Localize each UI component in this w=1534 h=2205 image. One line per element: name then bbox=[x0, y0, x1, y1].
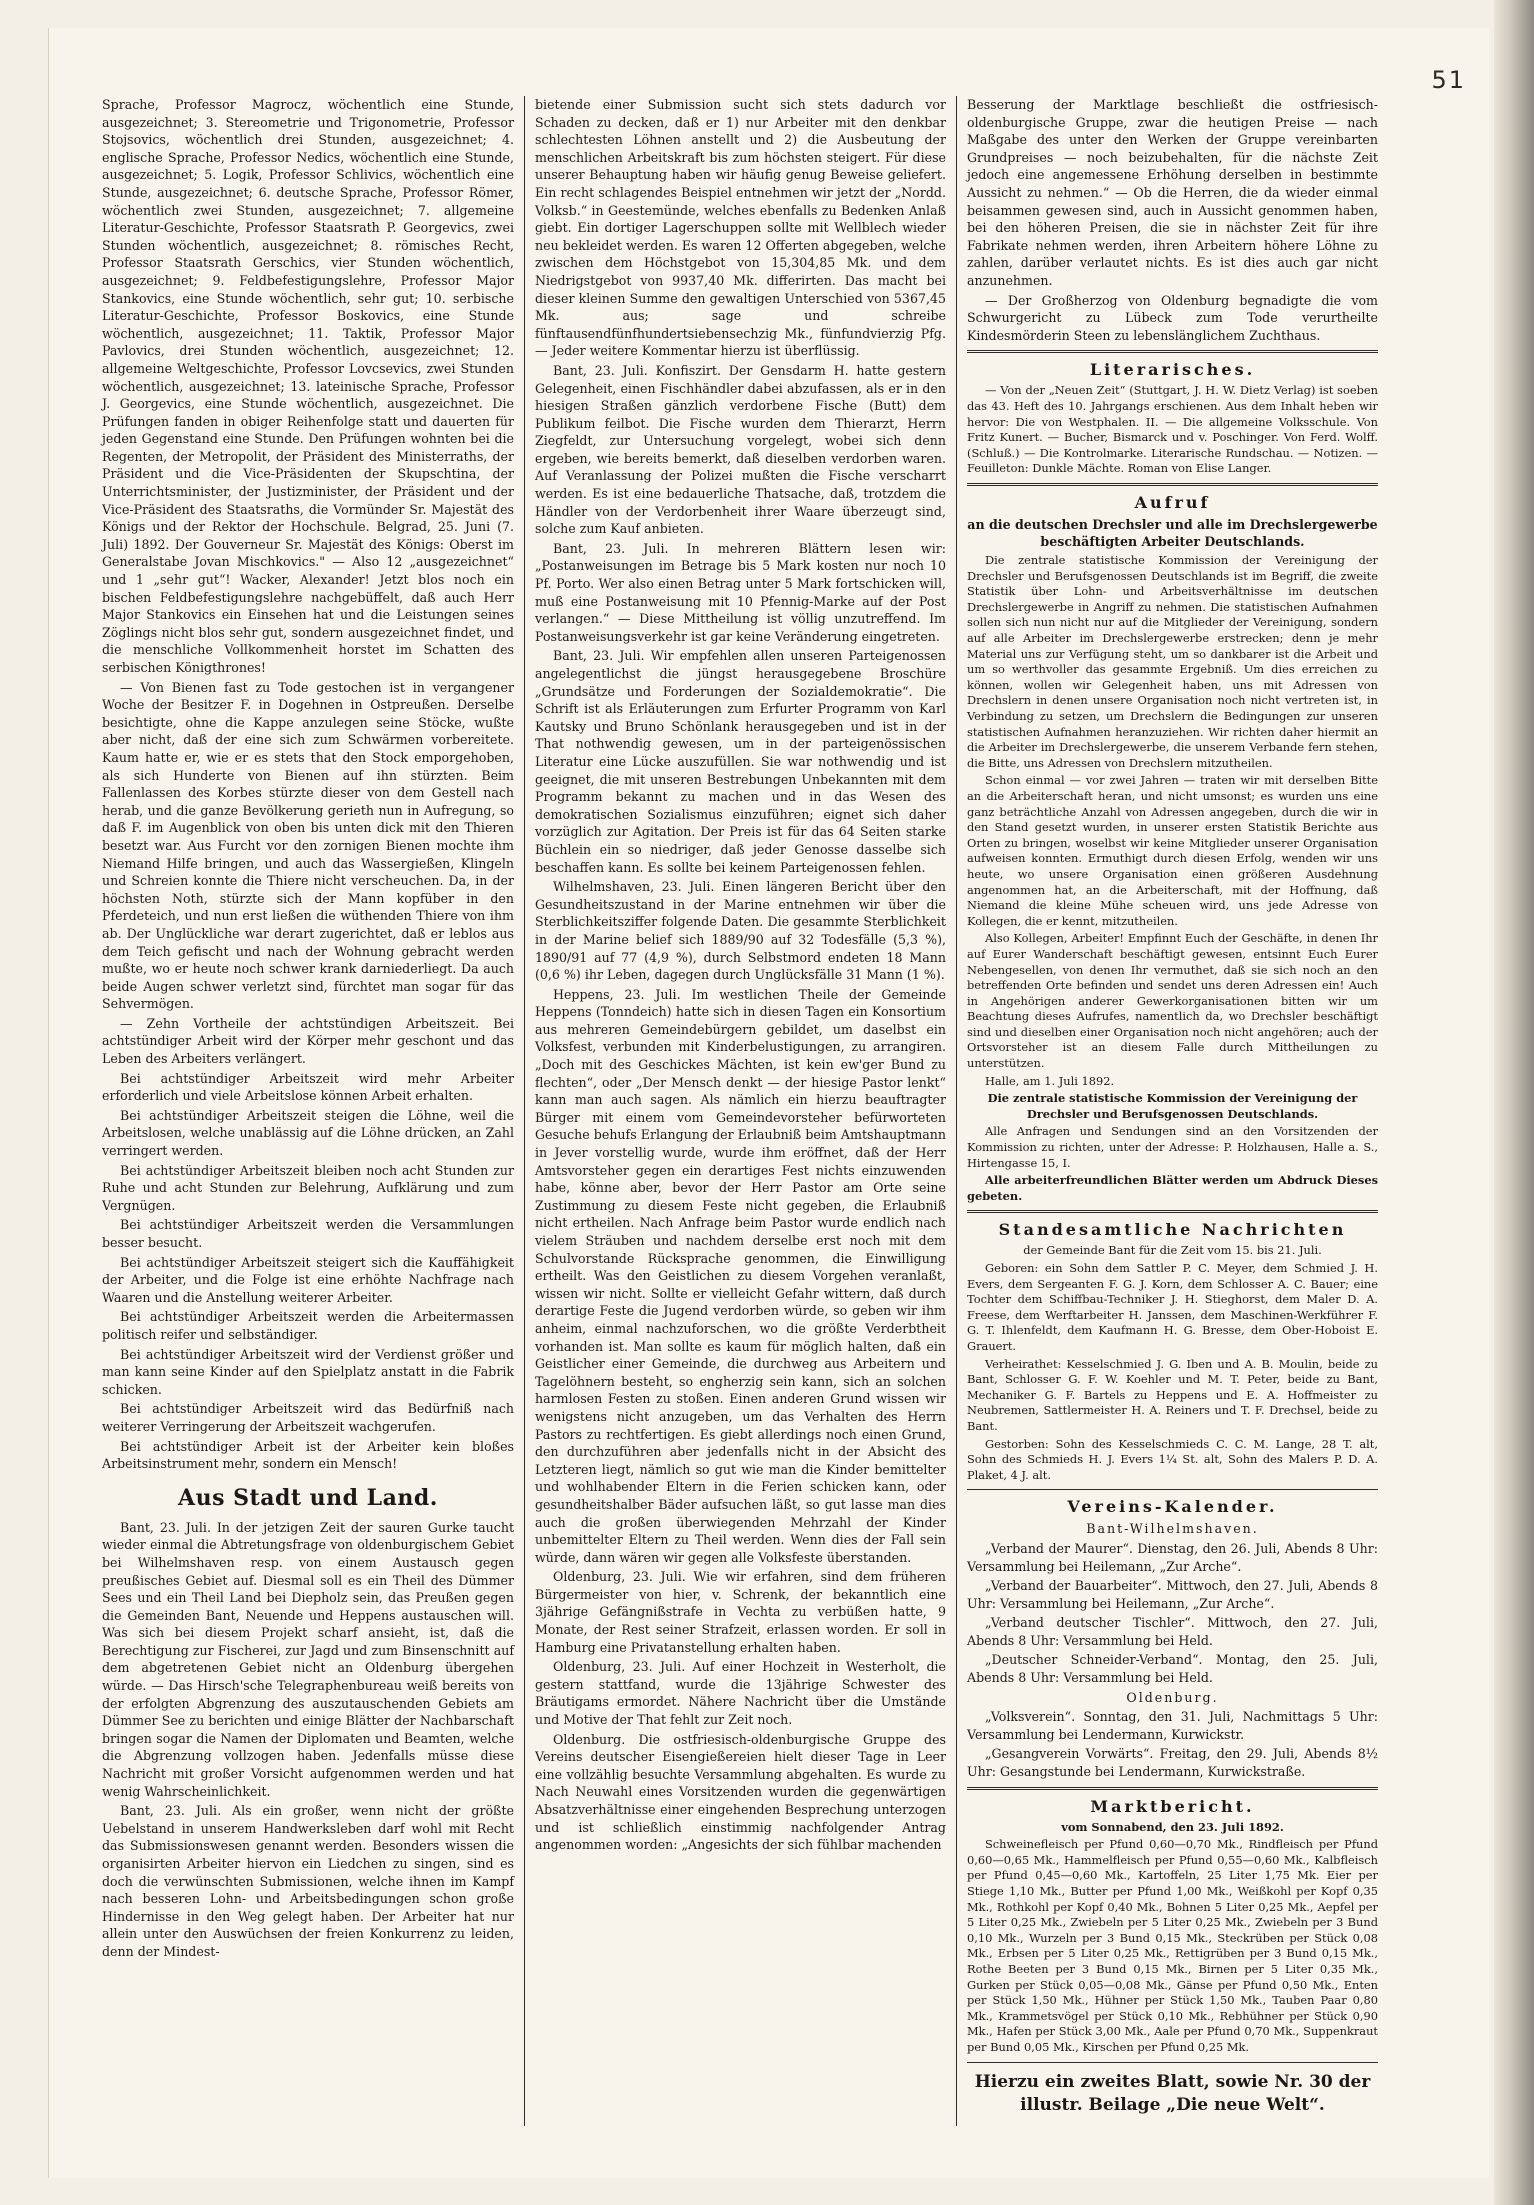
article-paragraph: Bei achtstündiger Arbeitszeit steigen die Löhne, weil die Arbeitslosen, welche unablässig auf die Löhne drücken, an Zahl verringert werden. bbox=[102, 1107, 514, 1159]
registry-paragraph: Gestorben: Sohn des Kesselschmieds C. C. M. Lange, 28 T. alt, Sohn des Schmieds H. J. Evers 1¼ St. alt, Sohn des Malers P. D. A. Plaket, 4 J. alt. bbox=[967, 1436, 1378, 1482]
article-paragraph: Oldenburg, 23. Juli. Auf einer Hochzeit in Westerholt, die gestern stattfand, wurde die 13jährige Schwester des Bräutigams ermordet. Nähere Nachricht über die Umstände und Motive der That fehlt zur Zeit noch. bbox=[535, 1659, 946, 1728]
registry-subtitle: der Gemeinde Bant für die Zeit vom 15. bis 21. Juli. bbox=[1023, 1243, 1322, 1258]
market-text: Schweinefleisch per Pfund 0,60—0,70 Mk., Rindfleisch per Pfund 0,60—0,65 Mk., Hammelfleisch per Pfund 0,55—0,60 Mk., Kalbfleisch per Pfund 0,45—0,60 Mk., Kartoffeln, 25 Liter 1,75 Mk. Eier per Stiege 1,10 Mk., Butter per Pfund 1,00 Mk., Weißkohl per Kopf 0,35 Mk., Rothkohl per Kopf 0,40 Mk., Bohnen 5 Liter 0,25 Mk., Aepfel per 5 Liter 0,25 Mk., Zwiebeln per 5 Liter 0,25 Mk., Zwiebeln per 3 Bund 0,10 Mk., Wurzeln per 3 Bund 0,15 Mk., Steckrüben per Stück 0,08 Mk., Erbsen per 5 Liter 0,25 Mk., Rettigrüben per 3 Bund 0,15 Mk., Rothe Beeten per 3 Bund 0,15 Mk., Birnen per 5 Liter 0,35 Mk., Gurken per Stück 0,05—0,08 Mk., Gänse per Pfund 0,50 Mk., Enten per Stück 1,50 Mk., Hühner per Stück 1,50 Mk., Tauben Paar 0,80 Mk., Krammetsvögel per Stück 0,10 Mk., Rebhühner per Stück 0,90 Mk., Hafen per Stück 3,00 Mk., Aale per Pfund 0,70 Mk., Suppenkraut per Bund 0,05 Mk., Kirschen per Pfund 0,25 Mk. bbox=[967, 1837, 1378, 2054]
text-columns bbox=[92, 96, 1422, 2126]
article-paragraph: — Der Großherzog von Oldenburg begnadigte die vom Schwurgericht zu Lübeck zum Tode verurtheilte Kindesmörderin Steen zu lebenslänglichem Zuchthaus. bbox=[967, 292, 1378, 343]
divider bbox=[967, 1787, 1378, 1790]
calendar-event: „Verband deutscher Tischler“. Mittwoch, den 27. Juli, Abends 8 Uhr: Versammlung bei Held. bbox=[967, 1615, 1378, 1648]
page-number: 51 bbox=[1431, 66, 1466, 94]
article-paragraph: Bei achtstündiger Arbeitszeit steigert sich die Kauffähigkeit der Arbeiter, und die Folge ist eine erhöhte Nachfrage nach Waaren und die Anstellung weiterer Arbeiter. bbox=[102, 1254, 514, 1305]
calendar-title: Vereins-Kalender. bbox=[1067, 1497, 1278, 1517]
article-paragraph: Bei achtstündiger Arbeitszeit wird mehr Arbeiter erforderlich und viele Arbeitslose können Arbeit erhalten. bbox=[102, 1070, 514, 1104]
registry-paragraph: Verheirathet: Kesselschmied J. G. Iben und A. B. Moulin, beide zu Bant, Schlosser G. F. W. Koehler und M. T. Peter, beide zu Bant, Mechaniker G. F. Bartels zu Heppens und E. A. Hoffmeister zu Neubremen, Sattlermeister H. A. Reiners und T. F. Drechsel, beide zu Bant. bbox=[967, 1356, 1378, 1433]
column-middle bbox=[524, 96, 956, 2126]
calendar-event: „Volksverein“. Sonntag, den 31. Juli, Nachmittags 5 Uhr: Versammlung bei Lendermann, Kurwickstr. bbox=[967, 1709, 1378, 1742]
literature-title: Literarisches. bbox=[1089, 360, 1256, 380]
divider bbox=[967, 350, 1378, 353]
calendar-event: „Gesangverein Vorwärts“. Freitag, den 29. Juli, Abends 8½ Uhr: Gesangstunde bei Lendermann, Kurwickstraße. bbox=[967, 1746, 1378, 1780]
column-left bbox=[92, 96, 524, 2126]
appeal-date: Halle, am 1. Juli 1892. bbox=[985, 1073, 1115, 1088]
appeal-signature: Die zentrale statistische Kommission der Vereinigung der Drechsler und Berufsgenossen Deutschlands. bbox=[987, 1091, 1358, 1121]
literature-text: — Von der „Neuen Zeit“ (Stuttgart, J. H. W. Dietz Verlag) ist soeben das 43. Heft des 10. Jahrgangs erschienen. Aus dem Inhalt heben wir hervor: Die von Westphalen. II. — Die allgemeine Volksschule. Von Fritz Kunert. — Bucher, Bismarck und v. Poschinger. Von Ferd. Wolff. (Schluß.) — Die Kontrolmarke. Literarische Rundschau. — Notizen. — Feuilleton: Dunkle Mächte. Roman von Elise Langer. bbox=[967, 383, 1378, 476]
appeal-paragraph: Also Kollegen, Arbeiter! Empfinnt Euch der Geschäfte, in denen Ihr auf Eurer Wanderschaft beschäftigt gewesen, entsinnt Euch Eurer Nebengesellen, von denen Ihr vermuthet, daß sie sich noch an den betreffenden Orte befinden und sendet uns deren Adressen ein! Auch in Angehörigen anderer Gewerkorganisationen bitten wir um Beachtung dieses Aufrufes, namentlich da, wo Drechsler beschäftigt sind und dieselben einer Organisation noch nicht angehören; auch der Ortsvorsteher ist an diesem Falle durch Mittheilungen zu unterstützen. bbox=[967, 931, 1378, 1071]
column-right bbox=[956, 96, 1388, 2126]
registry-title: Standesamtliche Nachrichten bbox=[998, 1220, 1347, 1240]
calendar-event: „Verband der Maurer“. Dienstag, den 26. Juli, Abends 8 Uhr: Versammlung bei Heilemann, „Zur Arche“. bbox=[967, 1540, 1378, 1574]
article-paragraph: — Von Bienen fast zu Tode gestochen ist in vergangener Woche der Besitzer F. in Dogehnen in Ostpreußen. Derselbe besichtigte, ohne die Kappe anzulegen seine Stöcke, wußte aber nicht, daß der eine sich zum Schwärmen vorbereitete. Kaum hatte er, wie er es stets that den Stock emporgehoben, als sich Hunderte von Bienen auf ihn stürzten. Beim Fallenlassen des Korbes stürzte dieser von dem Gestell nach herab, und die ganze Bevölkerung gerieth nun in Aufregung, so daß F. im Augenblick von oben bis unten dick mit den Thieren besetzt war. Aus Furcht vor den zornigen Bienen mochte ihm Niemand Hilfe bringen, und auch das Wassergießen, Klingeln und Schreien konnte die Thiere nicht verscheuchen. Da, in der höchsten Noth, stürzte sich der Mann kopfüber in den Pferdeteich, und nun erst ließen die wüthenden Thiere von ihm ab. Der Unglückliche war derart zugerichtet, daß er leblos aus dem Teich gefischt und nach der Wohnung gebracht werden mußte, wo er heute noch schwer krank darniederliegt. Da auch beide Augen schwer verletzt sind, fürchtet man sogar für das Sehvermögen. bbox=[102, 679, 514, 1012]
market-title: Marktbericht. bbox=[1090, 1796, 1255, 1816]
page-edge-shadow bbox=[1494, 0, 1534, 2205]
article-paragraph: Oldenburg, 23. Juli. Wie wir erfahren, sind dem früheren Bürgermeister von hier, v. Schrenk, der bekanntlich eine 3jährige Gefängnißstrafe in Vechta zu verbüßen hatte, 9 Monate, der Rest seiner Strafzeit, erlassen worden. Er soll in Hamburg eine Privatanstellung erhalten haben. bbox=[535, 1569, 946, 1655]
calendar-subtitle: Oldenburg. bbox=[1126, 1689, 1219, 1705]
article-paragraph: Bei achtstündiger Arbeit ist der Arbeiter kein bloßes Arbeitsinstrument mehr, sondern ein Mensch! bbox=[102, 1438, 514, 1472]
divider bbox=[967, 2062, 1378, 2063]
appeal-note: Alle arbeiterfreundlichen Blätter werden um Abdruck Dieses gebeten. bbox=[967, 1173, 1378, 1203]
article-paragraph: bietende einer Submission sucht sich stets dadurch vor Schaden zu decken, daß er 1) nur Arbeiter mit den denkbar schlechtesten Löhnen anstellt und 2) die Ausbeutung der menschlichen Arbeitskraft bis zum höchsten steigert. Für diese unserer Behauptung haben wir häufig genug Beweise geliefert. Ein recht schlagendes Beispiel entnehmen wir jetzt der „Nordd. Volksb.“ in Geestemünde, welches ebenfalls zu Bedenken Anlaß giebt. Ein dortiger Lagerschuppen sollte mit Wellblech wieder neu bekleidet werden. Es waren 12 Offerten abgegeben, welche zwischen dem Höchstgebot von 15,304,85 Mk. und dem Niedrigstgebot von 9937,40 Mk. differirten. Das macht bei dieser kleinen Summe den gewaltigen Unterschied von 5367,45 Mk. aus; sage und schreibe fünftausendfünfhundertsiebensechzig Mk., fünfundvierzig Pfg. — Jeder weitere Kommentar hierzu ist überflüssig. bbox=[535, 97, 946, 359]
article-paragraph: Bant, 23. Juli. In der jetzigen Zeit der sauren Gurke taucht wieder einmal die Abtretungsfrage von oldenburgischem Gebiet bei Wilhelmshaven resp. von einem Austausch gegen preußisches Gebiet auf. Diesmal soll es ein Theil des Dümmer Sees und ein Theil Land bei Diepholz sein, das Preußen gegen die Gemeinden Bant, Neuende und Heppens austauschen will. Was sich bei diesem Projekt scharf ansieht, ist, daß die Berechtigung zur Fischerei, zur Jagd und zum Binsenschnitt auf dem abgetretenen Gebiet nicht an Oldenburg übergehen würde. — Das Hirsch'sche Telegraphenbureau weiß bereits von der erfolgten Abgrenzung des auszutauschenden Gebiets am Dümmer See zu berichten und einige Blätter der Nachbarschaft bringen sogar die Namen der Diplomaten und Beamten, welche die Abgrenzung vollzogen haben. Jedenfalls müsse diese Nachricht mit großer Vorsicht aufgenommen werden und hat wenig Wahrscheinlichkeit. bbox=[102, 1519, 514, 1799]
appeal-subtitle: an die deutschen Drechsler und alle im Drechslergewerbe beschäftigten Arbeiter Deutschlands. bbox=[967, 516, 1378, 550]
appeal-address: Alle Anfragen und Sendungen sind an den Vorsitzenden der Kommission zu richten, unter der Adresse: P. Holzhausen, Halle a. S., Hirtengasse 15, I. bbox=[967, 1124, 1378, 1170]
article-paragraph: — Zehn Vortheile der achtstündigen Arbeitszeit. Bei achtstündiger Arbeit wird der Körper mehr geschont und das Leben des Arbeiters verlängert. bbox=[102, 1015, 514, 1067]
article-paragraph: Oldenburg. Die ostfriesisch-oldenburgische Gruppe des Vereins deutscher Eisengießereien hielt dieser Tage in Leer eine vollzählig besuchte Versammlung abgehalten. Es wurde zu Nach Neuwahl eines Vorsitzenden wurden die gegenwärtigen Absatzverhältnisse einer eingehenden Besprechung unterzogen und ist schließlich einstimmig nachfolgender Antrag angenommen worden: „Angesichts der sich fühlbar machenden bbox=[535, 1731, 946, 1853]
calendar-subtitle: Bant-Wilhelmshaven. bbox=[1086, 1521, 1259, 1537]
divider bbox=[967, 1489, 1378, 1490]
appeal-paragraph: Die zentrale statistische Kommission der Vereinigung der Drechsler und Berufsgenossen Deutschlands ist im Begriff, die zweite Statistik über Lohn- und Arbeitsverhältnisse im deutschen Drechslergewerbe in Angriff zu nehmen. Die statistischen Aufnahmen sollen sich nun nicht nur auf die Mitglieder der Vereinigung, sondern auf alle Arbeiter im Drechslergewerbe erstrecken; denn je mehr Material uns zur Verfügung steht, um so dankbarer ist die Arbeit und um so werthvoller das gesammte Ergebniß. Um dies erreichen zu können, wollen wir Gelegenheit haben, uns mit Adressen von Drechslern in denen unsere Organisation noch nicht vertreten ist, in Verbindung zu setzen, um Drechslern die Bedingungen zur unseren statistischen Aufnahmen heranzuziehen. Wir richten daher hiermit an die Arbeiter im Drechslergewerbe, die unserem Verbande fern stehen, die Bitte, uns Adressen von Drechslern mitzutheilen. bbox=[967, 553, 1378, 770]
article-paragraph: Bei achtstündiger Arbeitszeit werden die Arbeitermassen politisch reifer und selbständiger. bbox=[102, 1309, 514, 1342]
divider bbox=[967, 1210, 1378, 1213]
article-paragraph: Bei achtstündiger Arbeitszeit wird der Verdienst größer und man kann seine Kinder auf den Spielplatz anstatt in die Fabrik schicken. bbox=[102, 1346, 514, 1397]
article-paragraph: Bant, 23. Juli. Konfiszirt. Der Gensdarm H. hatte gestern Gelegenheit, einen Fischhändler dabei abzufassen, als er in den hiesigen Straßen gänzlich verdorbene Fische (Butt) dem Publikum feilbot. Die Fische wurden dem Thierarzt, Herrn Ziegfeldt, zur Untersuchung vorgelegt, wobei sich denn ergeben, wie bereits bemerkt, daß dieselben verdorben waren. Auf Veranlassung der Polizei mußten die Fische verscharrt werden. Es ist eine bedauerliche Thatsache, daß, trotzdem die Händler von der Verdorbenheit ihrer Waare überzeugt sind, solche zum Kauf anbieten. bbox=[535, 362, 946, 537]
market-subtitle: vom Sonnabend, den 23. Juli 1892. bbox=[1061, 1819, 1284, 1834]
article-paragraph: Besserung der Marktlage beschließt die ostfriesisch-oldenburgische Gruppe, zwar die heutigen Preise — nach Maßgabe des unter den Werken der Gruppe vereinbarten Grundpreises — noch beizubehalten, für die nächste Zeit jedoch eine angemessene Erhöhung derselben in bestimmte Aussicht zu nehmen.“ — Ob die Herren, die da wieder einmal beisammen gewesen sind, auch in Aussicht genommen haben, bei den höheren Preisen, die sie in nächster Zeit für ihre Fabrikate nehmen werden, ihren Arbeitern höhere Löhne zu zahlen, darüber verlautet nichts. Es ist dies auch gar nicht anzunehmen. bbox=[967, 97, 1378, 288]
appeal-title: Aufruf bbox=[1134, 492, 1211, 512]
article-paragraph: Bant, 23. Juli. In mehreren Blättern lesen wir: „Postanweisungen im Betrage bis 5 Mark kosten nur noch 10 Pf. Porto. Wer also einen Betrag unter 5 Mark fortschicken will, muß eine Postanweisung mit 10 Pfennig-Marke auf der Post verlangen.“ — Diese Mittheilung ist völlig unzutreffend. Im Postanweisungsverkehr ist gar keine Veränderung eingetreten. bbox=[535, 540, 946, 644]
article-paragraph: Bant, 23. Juli. Wir empfehlen allen unseren Parteigenossen angelegentlichst die jüngst herausgegebene Broschüre „Grundsätze und Forderungen der Sozialdemokratie“. Die Schrift ist als Erläuterungen zum Erfurter Programm von Karl Kautsky und Bruno Schönlank herausgegeben und ist in der That nothwendig gewesen, um in der parteigenössischen Literatur eine Lücke auszufüllen. Sie war nothwendig und ist geeignet, die mit unseren Bestrebungen Unbekannten mit dem Programm bekannt zu machen und in das Wesen des demokratischen Sozialismus einzuführen; eignet sich daher vorzüglich zur Agitation. Der Preis ist für das 64 Seiten starke Büchlein ein so niedriger, daß jeder Genosse dasselbe sich beschaffen kann. Es sollte bei keinem Parteigenossen fehlen. bbox=[535, 648, 946, 875]
section-title: Aus Stadt und Land. bbox=[178, 1484, 438, 1511]
article-paragraph: Bant, 23. Juli. Als ein großer, wenn nicht der größte Uebelstand in unserem Handwerksleben darf wohl mit Recht das Submissionswesen genannt werden. Besonders wissen die organisirten Arbeiter hiervon ein Liedchen zu singen, sind es doch die verwünschten Submissionen, welche ihnen im Kampf nach besseren Lohn- und Arbeitsbedingungen schon große Hindernisse in den Weg gelegt haben. Der Arbeiter hat nur allein unter den Auswüchsen der freien Konkurrenz zu leiden, denn der Mindest- bbox=[102, 1803, 514, 1959]
article-paragraph: Bei achtstündiger Arbeitszeit werden die Versammlungen besser besucht. bbox=[102, 1217, 514, 1250]
calendar-event: „Deutscher Schneider-Verband“. Montag, den 25. Juli, Abends 8 Uhr: Versammlung bei Held. bbox=[967, 1652, 1378, 1686]
calendar-event: „Verband der Bauarbeiter“. Mittwoch, den 27. Juli, Abends 8 Uhr: Versammlung bei Heilemann, „Zur Arche“. bbox=[967, 1578, 1378, 1611]
article-paragraph: Wilhelmshaven, 23. Juli. Einen längeren Bericht über den Gesundheitszustand in der Marine entnehmen wir über die Sterblichkeitsziffer folgende Daten. Die gesammte Sterblichkeit in der Marine belief sich 1889/90 auf 32 Todesfälle (5,3 %), 1890/91 auf 77 (4,9 %), durch Selbstmord endeten 18 Mann (0,6 %) ihr Leben, dagegen durch Unglücksfälle 31 Mann (1 %). bbox=[535, 879, 946, 983]
article-paragraph: Bei achtstündiger Arbeitszeit bleiben noch acht Stunden zur Ruhe und acht Stunden zur Belehrung, Aufklärung und zum Vergnügen. bbox=[102, 1162, 514, 1213]
article-paragraph: Bei achtstündiger Arbeitszeit wird das Bedürfniß nach weiterer Verringerung der Arbeitszeit wachgerufen. bbox=[102, 1401, 514, 1434]
divider bbox=[967, 483, 1378, 486]
appeal-paragraph: Schon einmal — vor zwei Jahren — traten wir mit derselben Bitte an die Arbeiterschaft heran, und nicht umsonst; es wurden uns eine ganz beträchtliche Anzahl von Adressen angegeben, durch die wir in den Stand gesetzt wurden, in unserer ersten Statistik Berichte aus Orten zu bringen, woselbst wir keine Mitglieder unserer Organisation aufweisen konnten. Ermuthigt durch diesen Erfolg, wenden wir uns heute, wo unsere Organisation einen größeren Ausdehnung angenommen hat, an die Arbeiterschaft, mit der Hoffnung, daß Niemand die kleine Mühe scheuen wird, uns jede Adresse von Kollegen, die er kennt, mitzutheilen. bbox=[967, 773, 1378, 928]
article-paragraph: Sprache, Professor Magrocz, wöchentlich eine Stunde, ausgezeichnet; 3. Stereometrie und Trigonometrie, Professor Stojsovics, wöchentlich drei Stunden, ausgezeichnet; 4. englische Sprache, Professor Nedics, wöchentlich eine Stunde, ausgezeichnet; 5. Logik, Professor Schlivics, wöchentlich eine Stunde, ausgezeichnet; 6. deutsche Sprache, Professor Römer, wöchentlich zwei Stunden, ausgezeichnet; 7. allgemeine Literatur-Geschichte, Professor Staatsrath P. Georgevics, zwei Stunden wöchentlich, ausgezeichnet; 8. römisches Recht, Professor Staatsrath Gerschics, vier Stunden wöchentlich, ausgezeichnet; 9. Feldbefestigungslehre, Professor Major Stankovics, eine Stunde wöchentlich, sehr gut; 10. serbische Literatur-Geschichte, Professor Boskovics, eine Stunde wöchentlich, ausgezeichnet; 11. Taktik, Professor Major Pavlovics, drei Stunden wöchentlich, ausgezeichnet; 12. allgemeine Weltgeschichte, Professor Lovcsevics, zwei Stunden wöchentlich, ausgezeichnet; 13. lateinische Sprache, Professor J. Georgevics, eine Stunde wöchentlich, ausgezeichnet. Die Prüfungen fanden in obiger Reihenfolge statt und dauerten für jeden Gegenstand eine Stunde. Den Prüfungen wohnten bei die Regenten, der Metropolit, der Präsident des Ministerraths, der Präsident und die Vice-Präsidenten der Skupschtina, der Unterrichtsminister, der Justizminister, der Präsident und der Vice-Präsident des Staatsraths, die Vormünder Sr. Majestät des Königs und der Rektor der Hochschule. Belgrad, 25. Juni (7. Juli) 1892. Der Gouverneur Sr. Majestät des Königs: Oberst im Generalstabe Jovan Mischkovics." — Also 12 „ausgezeichnet“ und 1 „sehr gut“! Wacker, Alexander! Jetzt blos noch ein bischen Feldbefestigungslehre nachgebüffelt, daß auch Herr Major Stankovics ein Einsehen hat und die Leistungen seines Zöglings nicht blos sehr gut, sondern ausgezeichnet findet, und die menschliche Vollkommenheit horstet im Schatten des serbischen Königthrones! bbox=[102, 97, 514, 675]
supplement-note: Hierzu ein zweites Blatt, sowie Nr. 30 der illustr. Beilage „Die neue Welt“. bbox=[974, 2071, 1371, 2115]
registry-paragraph: Geboren: ein Sohn dem Sattler P. C. Meyer, dem Schmied J. H. Evers, dem Sergeanten F. G. J. Korn, dem Schlosser A. C. Bauer; eine Tochter dem Schiffbau-Techniker J. H. Stieghorst, dem Maler D. A. Freese, dem Werftarbeiter H. Janssen, dem Maschinen-Werkführer F. G. T. Ihlenfeldt, dem Kaufmann H. G. Bresse, dem Ober-Hoboist E. Grauert. bbox=[967, 1261, 1378, 1353]
article-paragraph: Heppens, 23. Juli. Im westlichen Theile der Gemeinde Heppens (Tonndeich) hatte sich in diesen Tagen ein Konsortium aus mehreren Gemeindebürgern gebildet, um daselbst ein Volksfest, verbunden mit Kinderbelustigungen, zu arrangiren. „Doch mit des Geschickes Mächten, ist kein ew'ger Bund zu flechten“, oder „Der Mensch denkt — der hiesige Pastor lenkt“ kann man auch sagen. Als nämlich ein hierzu beauftragter Bürger mit einem vom Gemeindevorsteher befürworteten Gesuche behufs Erlangung der Erlaubniß beim Amtshauptmann in Jever vorstellig wurde, wurde ihm eröffnet, daß der Herr Amtsvorsteher gegen ein derartiges Fest nichts einzuwenden habe, könne aber, bevor der Herr Pastor am Orte seine Zustimmung zu diesem Feste nicht gegeben, die Erlaubniß nicht ertheilen. Nach Anfrage beim Pastor wurde endlich nach vielem Sträuben und nachdem derselbe erst noch mit dem Schulvorstande Rücksprache genommen, die Einwilligung ertheilt. Was den Geistlichen zu diesem Vorgehen veranlaßt, wissen wir nicht. Sollte er vielleicht Gefahr wittern, daß durch derartige Feste die Jugend verdorben würde, so geben wir ihm anheim, einmal nachzuforschen, wo die größte Verderbtheit vorhanden ist. Man sollte es kaum für möglich halten, daß ein Geistlicher einer Gemeinde, die durchweg aus Arbeitern und Tagelöhnern besteht, so engherzig sein kann, sich an solchen harmlosen Festen zu stoßen. Einen anderen Grund wissen wir wenigstens nicht anzugeben, um das Verhalten des Herrn Pastors zu rechtfertigen. Es giebt allerdings noch einen Grund, den durchzuführen aber jedenfalls nicht in der Absicht des Letzteren liegt, nämlich so gut wie man die Kinder bemittelter und wohlhabender Eltern in die Ferien schicken kann, oder gesundheitshalber Bäder aufsuchen läßt, so gut lasse man dies auch die großen überwiegenden Mehrzahl der Kinder unbemittelter Eltern zu Theil werden. Wenn dies der Fall sein würde, dann wären wir gegen alle Volksfeste überstanden. bbox=[535, 986, 946, 1565]
